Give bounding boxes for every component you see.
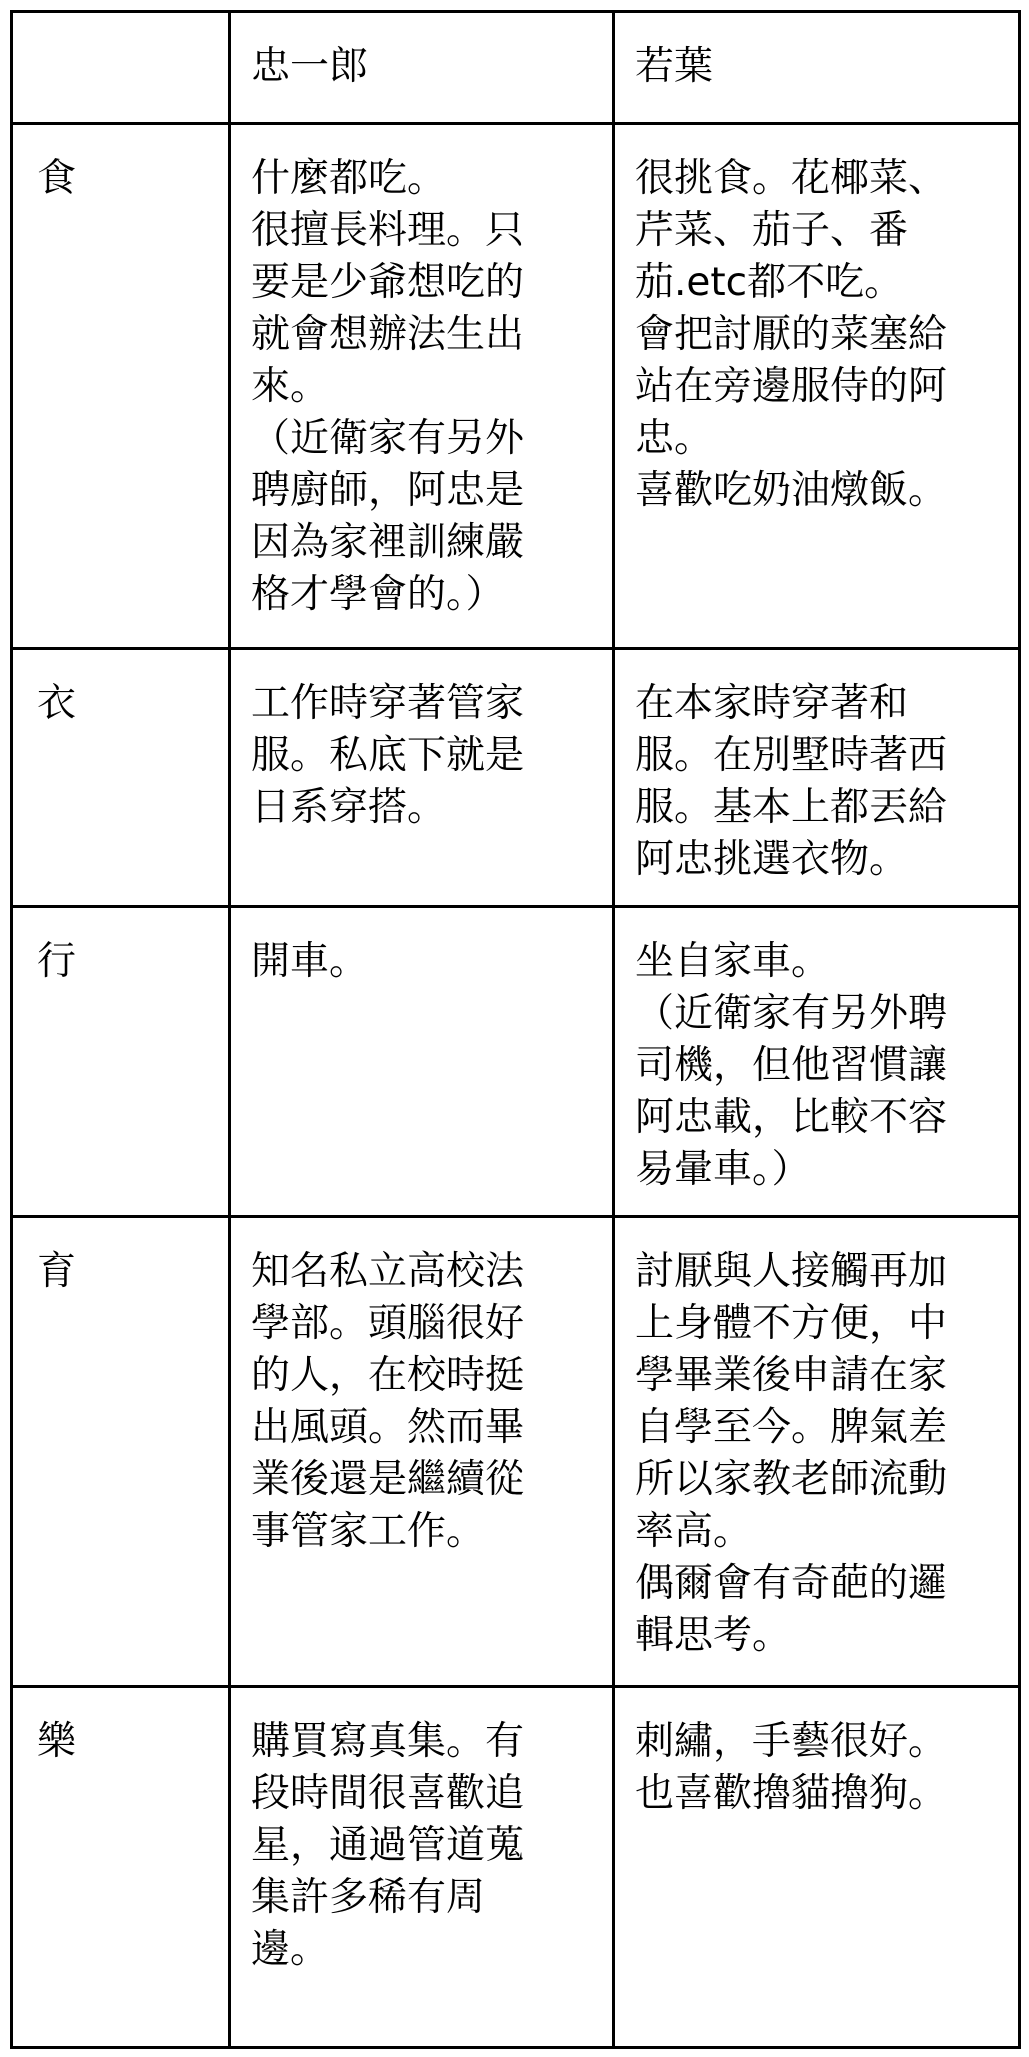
table-row xyxy=(12,649,1020,907)
cell-text-line: 阿忠挑選衣物。 xyxy=(635,837,909,882)
cell-text-line: 集許多稀有周 xyxy=(251,1875,486,1920)
cell-text-line: 因為家裡訓練嚴 xyxy=(251,520,525,565)
cell-text-line: 邊。 xyxy=(251,1927,330,1972)
cell-text-line: 會把討厭的菜塞給 xyxy=(635,312,948,357)
cell-text-line: 坐自家車。 xyxy=(635,939,831,984)
category-cell: 衣 xyxy=(12,649,230,907)
cell-text-line: 星，通過管道蒐 xyxy=(251,1823,525,1868)
cell-text-line: 很挑食。花椰菜、 xyxy=(635,156,948,201)
cell-text-line: 開車。 xyxy=(251,939,369,984)
header-cell-chuichiro: 忠一郎 xyxy=(230,12,614,124)
cell-text-line: 上身體不方便，中 xyxy=(635,1301,948,1346)
cell-text-line: 事管家工作。 xyxy=(251,1509,486,1554)
chuichiro-cell xyxy=(230,124,614,649)
wakaba-cell xyxy=(614,907,1020,1217)
cell-text-line: 輯思考。 xyxy=(635,1613,792,1658)
cell-text-line: 站在旁邊服侍的阿 xyxy=(635,364,948,409)
wakaba-cell xyxy=(614,1687,1020,2048)
cell-text-line: 段時間很喜歡追 xyxy=(251,1771,525,1816)
chuichiro-cell xyxy=(230,907,614,1217)
wakaba-cell xyxy=(614,649,1020,907)
cell-text-line: 所以家教老師流動 xyxy=(635,1457,948,1502)
cell-text-line: 學部。頭腦很好 xyxy=(251,1301,525,1346)
cell-text-line: （近衛家有另外聘 xyxy=(635,991,948,1036)
table-row xyxy=(12,907,1020,1217)
wakaba-cell xyxy=(614,1217,1020,1687)
cell-text-line: 服。在別墅時著西 xyxy=(635,733,948,778)
cell-text-line: 茄.etc都不吃。 xyxy=(635,260,904,305)
category-cell: 食 xyxy=(12,124,230,649)
cell-text-line: 什麼都吃。 xyxy=(251,156,447,201)
cell-text-line: 服。私底下就是 xyxy=(251,733,525,778)
cell-text-line: （近衛家有另外 xyxy=(251,416,525,461)
table-row xyxy=(12,1217,1020,1687)
chuichiro-cell xyxy=(230,1687,614,2048)
cell-text-line: 知名私立高校法 xyxy=(251,1249,525,1294)
chuichiro-cell xyxy=(230,649,614,907)
table-row xyxy=(12,1687,1020,2048)
cell-text-line: 購買寫真集。有 xyxy=(251,1719,525,1764)
cell-text-line: 格才學會的。） xyxy=(251,572,505,617)
cell-text-line: 日系穿搭。 xyxy=(251,785,447,830)
cell-text-line: 工作時穿著管家 xyxy=(251,681,525,726)
table-body xyxy=(12,12,1020,2048)
cell-text-line: 喜歡吃奶油燉飯。 xyxy=(635,468,948,513)
cell-text-line: 自學至今。脾氣差 xyxy=(635,1405,948,1450)
cell-text-line: 芹菜、茄子、番 xyxy=(635,208,909,253)
header-cell-wakaba: 若葉 xyxy=(614,12,1020,124)
document-page xyxy=(10,10,1018,2046)
cell-text-line: 偶爾會有奇葩的邏 xyxy=(635,1561,948,1606)
cell-text-line: 也喜歡擼貓擼狗。 xyxy=(635,1771,948,1816)
cell-text-line: 易暈車。） xyxy=(635,1147,811,1192)
cell-text-line: 來。 xyxy=(251,364,330,409)
cell-text-line: 要是少爺想吃的 xyxy=(251,260,525,305)
table-header-row xyxy=(12,12,1020,124)
cell-text-line: 忠。 xyxy=(635,416,714,461)
cell-text-line: 在本家時穿著和 xyxy=(635,681,909,726)
category-cell: 育 xyxy=(12,1217,230,1687)
cell-text-line: 率高。 xyxy=(635,1509,753,1554)
cell-text-line: 討厭與人接觸再加 xyxy=(635,1249,948,1294)
category-cell: 樂 xyxy=(12,1687,230,2048)
cell-text-line: 司機，但他習慣讓 xyxy=(635,1043,948,1088)
cell-text-line: 業後還是繼續從 xyxy=(251,1457,525,1502)
cell-text-line: 刺繡，手藝很好。 xyxy=(635,1719,948,1764)
comparison-table xyxy=(10,10,1021,2049)
cell-text-line: 就會想辦法生出 xyxy=(251,312,525,357)
cell-text-line: 出風頭。然而畢 xyxy=(251,1405,525,1450)
table-row xyxy=(12,124,1020,649)
cell-text-line: 聘廚師，阿忠是 xyxy=(251,468,525,513)
category-cell: 行 xyxy=(12,907,230,1217)
cell-text-line: 的人，在校時挺 xyxy=(251,1353,525,1398)
chuichiro-cell xyxy=(230,1217,614,1687)
cell-text-line: 學畢業後申請在家 xyxy=(635,1353,948,1398)
cell-text-line: 阿忠載，比較不容 xyxy=(635,1095,948,1140)
header-cell-empty xyxy=(12,12,230,124)
cell-text-line: 服。基本上都丟給 xyxy=(635,785,948,830)
wakaba-cell xyxy=(614,124,1020,649)
cell-text-line: 很擅長料理。只 xyxy=(251,208,525,253)
